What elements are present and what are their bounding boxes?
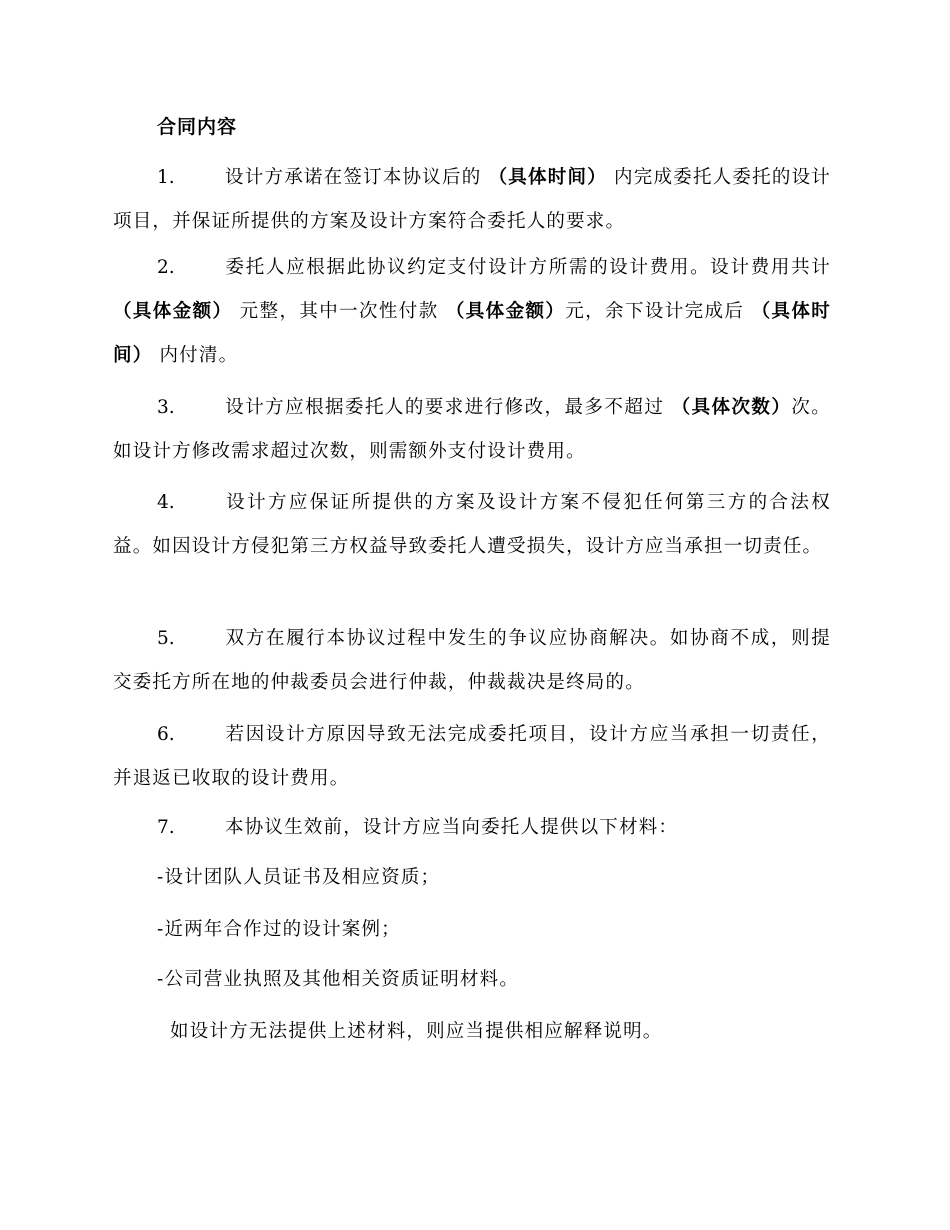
clause-number: 7. [157, 817, 175, 838]
list-item: -设计团队人员证书及相应资质； [157, 867, 441, 888]
clause-4 [113, 481, 831, 569]
placeholder-field: （具体金额） [113, 301, 233, 322]
clause-number: 5. [157, 628, 175, 649]
clause-text: 元，余下设计完成后 [565, 301, 752, 322]
clause-number: 6. [157, 724, 175, 745]
clause-text: 设计方承诺在签订本协议后的 [225, 167, 489, 188]
closing-note: 如设计方无法提供上述材料，则应当提供相应解释说明。 [170, 1021, 663, 1042]
list-item: -近两年合作过的设计案例； [157, 919, 401, 940]
placeholder-field: （具体时间） [488, 167, 607, 188]
placeholder-field: （具体时间） [113, 301, 831, 366]
clause-text: 双方在履行本协议过程中发生的争议应协商解决。如协商不成，则提交委托方所在地的仲裁委员会进行仲裁，仲裁裁决是终局的。 [113, 628, 831, 693]
clause-2 [113, 246, 831, 378]
clause-text: 内付清。 [152, 345, 239, 366]
clause-number: 2. [157, 257, 175, 278]
clause-text: 内完成委托人委托的设计项目，并保证所提供的方案及设计方案符合委托人的要求。 [113, 167, 831, 232]
clause-number: 1. [157, 167, 175, 188]
placeholder-field: （具体金额） [445, 301, 566, 322]
clause-7 [113, 806, 831, 850]
placeholder-field: （具体次数） [671, 397, 792, 418]
clause-text: 设计方应根据委托人的要求进行修改，最多不超过 [225, 397, 672, 418]
clause-5 [113, 617, 831, 705]
clause-text: 元整，其中一次性付款 [232, 301, 446, 322]
clause-text: 设计方应保证所提供的方案及设计方案不侵犯任何第三方的合法权益。如因设计方侵犯第三方权益导致委托人遭受损失，设计方应当承担一切责任。 [113, 492, 831, 557]
list-item: -公司营业执照及其他相关资质证明材料。 [157, 969, 520, 990]
clause-text: 本协议生效前，设计方应当向委托人提供以下材料： [225, 817, 679, 838]
clause-number: 4. [157, 492, 175, 513]
clause-text: 次。如设计方修改需求超过次数，则需额外支付设计费用。 [113, 397, 831, 462]
clause-3 [113, 386, 831, 474]
clause-6 [113, 713, 831, 801]
clause-text: 若因设计方原因导致无法完成委托项目，设计方应当承担一切责任，并退返已收取的设计费用。 [113, 724, 831, 789]
clause-1 [113, 156, 831, 244]
document-title: 合同内容 [157, 116, 238, 138]
clause-number: 3. [157, 397, 175, 418]
clause-text: 委托人应根据此协议约定支付设计方所需的设计费用。设计费用共计 [225, 257, 831, 278]
